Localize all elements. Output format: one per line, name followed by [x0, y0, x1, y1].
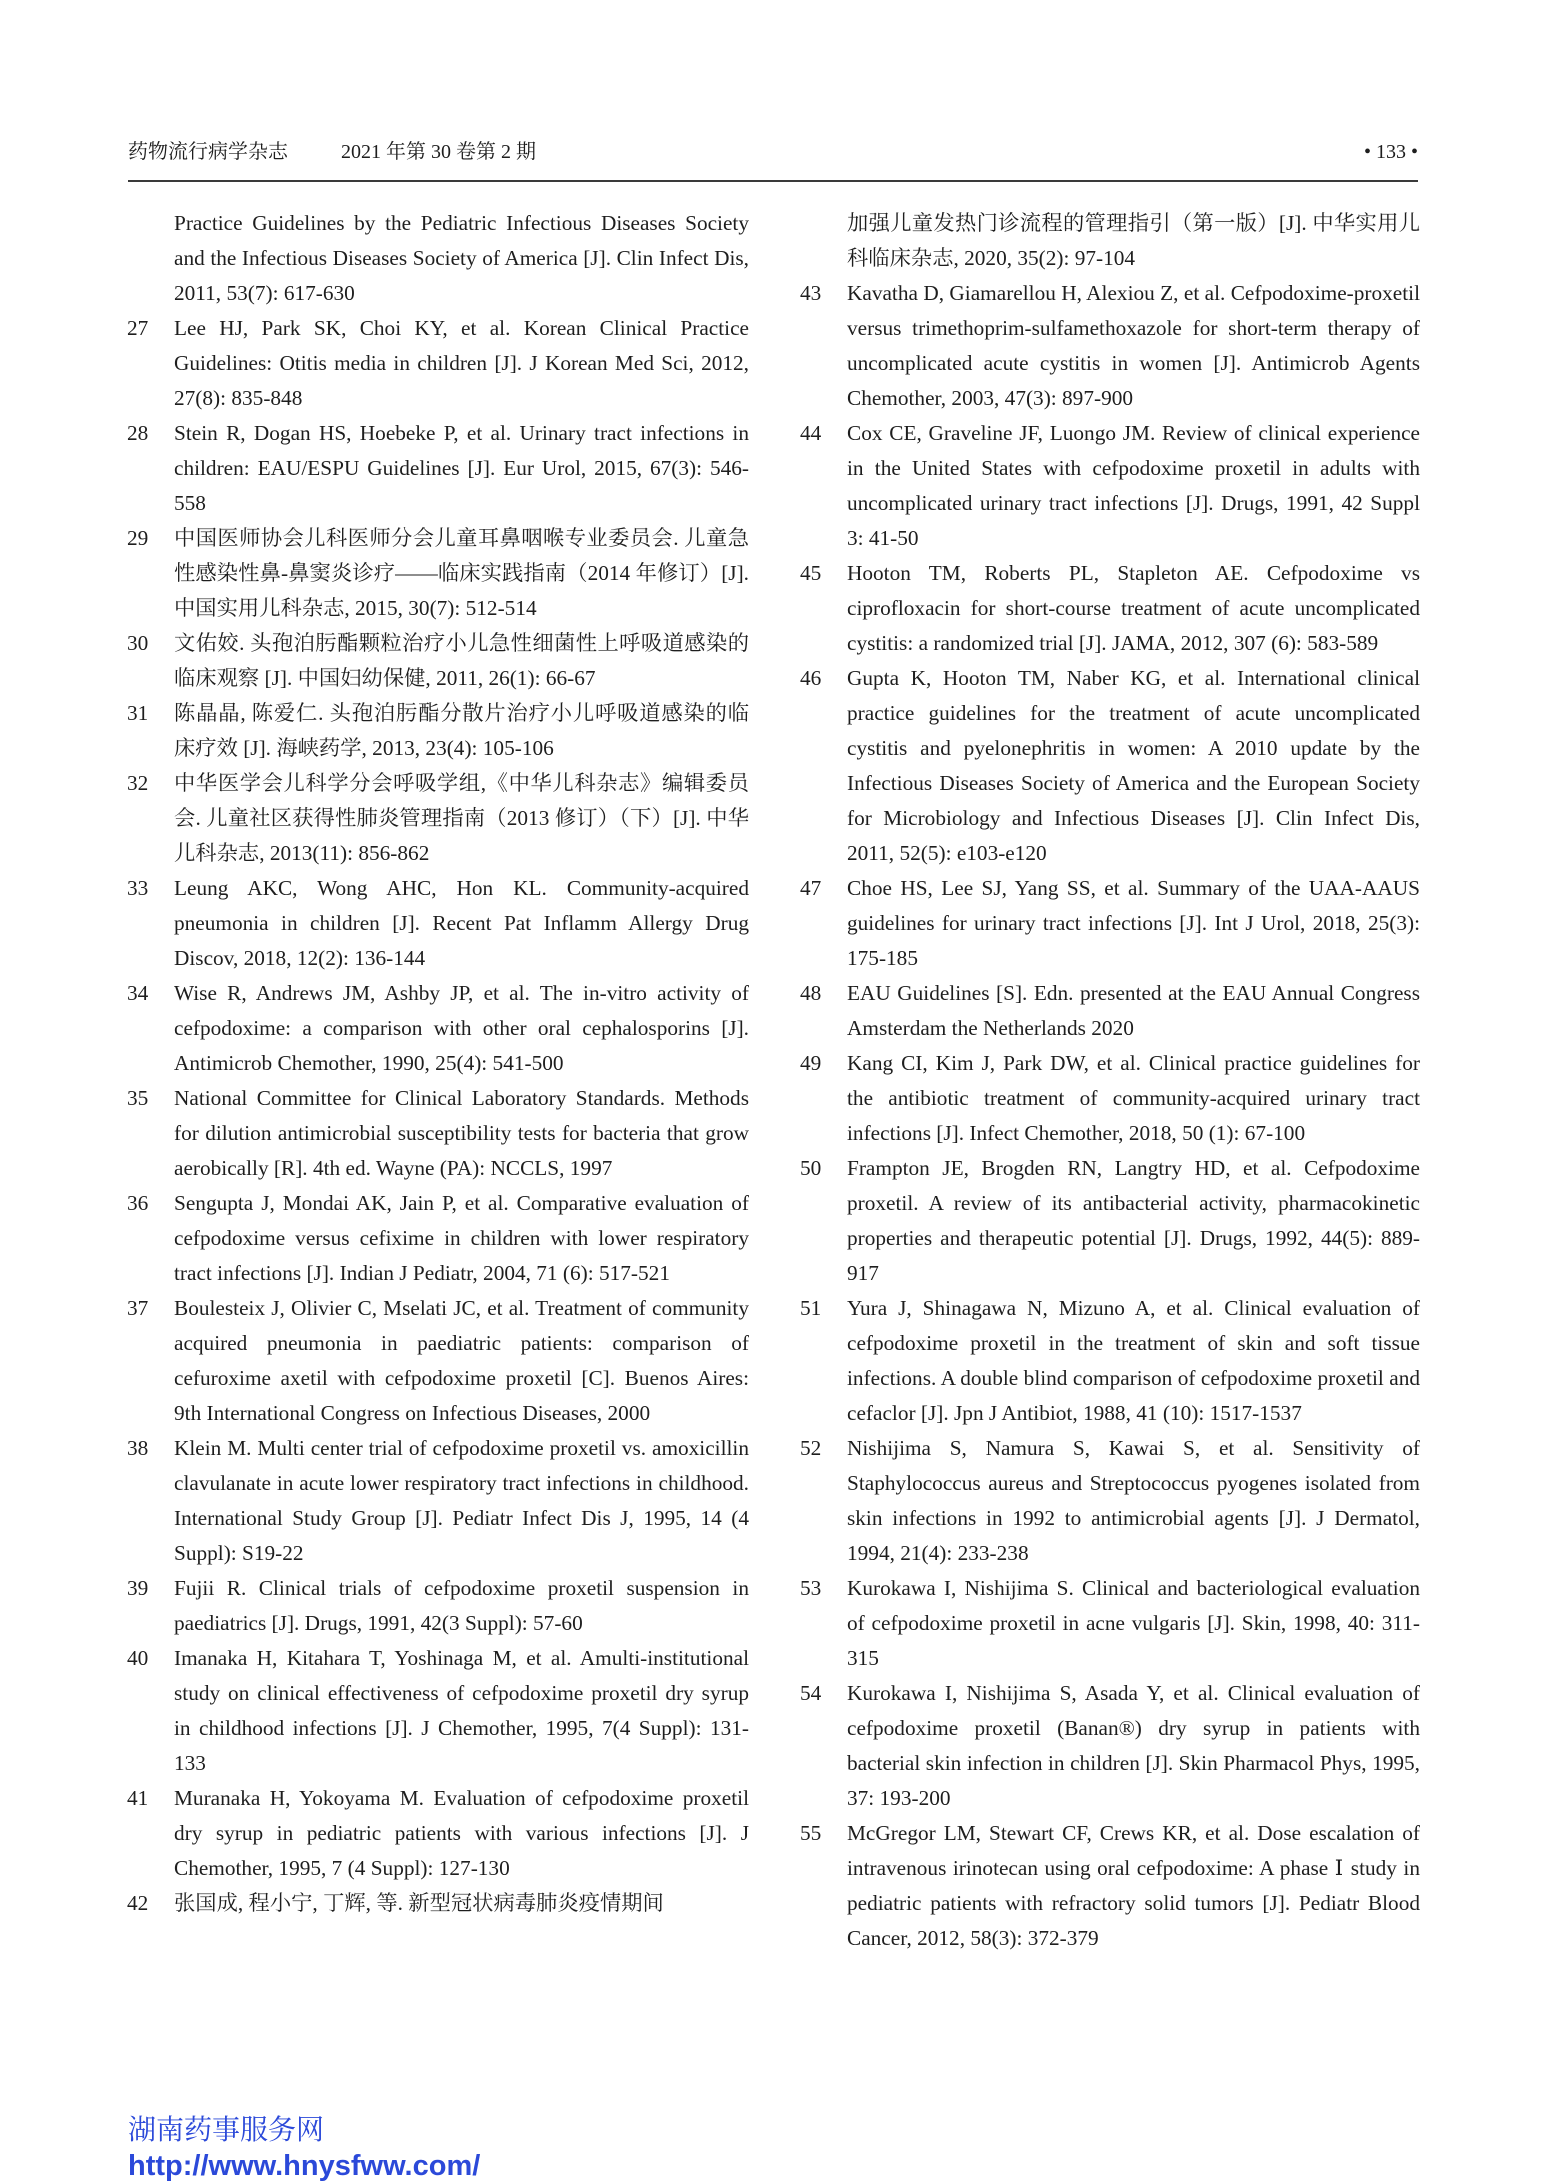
reference-number: 29 [127, 526, 149, 550]
reference-item [127, 1186, 749, 1291]
reference-number: 54 [800, 1681, 822, 1705]
reference-item [800, 871, 1420, 976]
reference-item [800, 1151, 1420, 1291]
reference-number: 46 [800, 666, 822, 690]
reference-text: 张国成, 程小宁, 丁辉, 等. 新型冠状病毒肺炎疫情期间 [174, 1891, 664, 1915]
reference-text: 中华医学会儿科学分会呼吸学组,《中华儿科杂志》编辑委员会. 儿童社区获得性肺炎管理指南（2013 修订）（下）[J]. 中华儿科杂志, 2013(11): 856-862 [174, 771, 749, 865]
references-left-column [127, 206, 749, 1921]
reference-item [127, 1781, 749, 1886]
reference-text: Muranaka H, Yokoyama M. Evaluation of cefpodoxime proxetil dry syrup in pediatric patients with various infections [J]. J Chemother, 1995, 7 (4 Suppl): 127-130 [174, 1786, 749, 1880]
reference-number: 35 [127, 1086, 149, 1110]
reference-item [127, 871, 749, 976]
reference-number: 44 [800, 421, 822, 445]
reference-item [127, 1571, 749, 1641]
reference-item [800, 1676, 1420, 1816]
reference-text: Choe HS, Lee SJ, Yang SS, et al. Summary of the UAA-AAUS guidelines for urinary tract infections [J]. Int J Urol, 2018, 25(3): 175-185 [847, 876, 1420, 970]
page-number: • 133 • [1363, 141, 1418, 163]
reference-number: 47 [800, 876, 822, 900]
reference-text: Frampton JE, Brogden RN, Langtry HD, et al. Cefpodoxime proxetil. A review of its antibacterial activity, pharmacokinetic properties and therapeutic potential [J]. Drugs, 1992, 44(5): 889-917 [847, 1156, 1420, 1285]
reference-text: 中国医师协会儿科医师分会儿童耳鼻咽喉专业委员会. 儿童急性感染性鼻-鼻窦炎诊疗——临床实践指南（2014 年修订）[J]. 中国实用儿科杂志, 2015, 30(7): 512-514 [174, 526, 749, 620]
reference-item [127, 1081, 749, 1186]
reference-number: 31 [127, 701, 149, 725]
reference-item [800, 206, 1420, 276]
reference-number: 37 [127, 1296, 149, 1320]
reference-text: Sengupta J, Mondai AK, Jain P, et al. Comparative evaluation of cefpodoxime versus cefixime in children with lower respiratory tract infections [J]. Indian J Pediatr, 2004, 71 (6): 517-521 [174, 1191, 749, 1285]
reference-item [127, 311, 749, 416]
reference-item [127, 416, 749, 521]
reference-item [800, 1291, 1420, 1431]
reference-text: Yura J, Shinagawa N, Mizuno A, et al. Clinical evaluation of cefpodoxime proxetil in the treatment of skin and soft tissue infections. A double blind comparison of cefpodoxime proxetil and cefaclor [J]. Jpn J Antibiot, 1988, 41 (10): 1517-1537 [847, 1296, 1420, 1425]
reference-text: Practice Guidelines by the Pediatric Infectious Diseases Society and the Infectious Diseases Society of America [J]. Clin Infect Dis, 2011, 53(7): 617-630 [174, 211, 749, 305]
reference-number: 34 [127, 981, 149, 1005]
reference-text: 陈晶晶, 陈爱仁. 头孢泊肟酯分散片治疗小儿呼吸道感染的临床疗效 [J]. 海峡药学, 2013, 23(4): 105-106 [174, 701, 749, 760]
reference-number: 51 [800, 1296, 822, 1320]
reference-text: 加强儿童发热门诊流程的管理指引（第一版）[J]. 中华实用儿科临床杂志, 2020, 35(2): 97-104 [847, 211, 1420, 270]
reference-text: Kurokawa I, Nishijima S, Asada Y, et al. Clinical evaluation of cefpodoxime proxetil (Banan®) dry syrup in patients with bacterial skin infection in children [J]. Skin Pharmacol Phys, 1995, 37: 193-200 [847, 1681, 1420, 1810]
reference-item [800, 976, 1420, 1046]
reference-number: 33 [127, 876, 149, 900]
references-right-column [800, 206, 1420, 1956]
reference-text: 文佑姣. 头孢泊肟酯颗粒治疗小儿急性细菌性上呼吸道感染的临床观察 [J]. 中国妇幼保健, 2011, 26(1): 66-67 [174, 631, 749, 690]
reference-number: 36 [127, 1191, 149, 1215]
reference-number: 43 [800, 281, 822, 305]
reference-number: 39 [127, 1576, 149, 1600]
reference-number: 49 [800, 1051, 822, 1075]
reference-number: 32 [127, 771, 149, 795]
reference-item [127, 1431, 749, 1571]
watermark-url-link[interactable]: http://www.hnysfww.com/ [128, 2150, 481, 2182]
reference-text: Boulesteix J, Olivier C, Mselati JC, et al. Treatment of community acquired pneumonia in paediatric patients: comparison of cefuroxime axetil with cefpodoxime proxetil [C]. Buenos Aires: 9th International Congress on Infectious Diseases, 2000 [174, 1296, 749, 1425]
reference-item [127, 1886, 749, 1921]
reference-item [800, 416, 1420, 556]
reference-text: Hooton TM, Roberts PL, Stapleton AE. Cefpodoxime vs ciprofloxacin for short-course treatment of acute uncomplicated cystitis: a randomized trial [J]. JAMA, 2012, 307 (6): 583-589 [847, 561, 1420, 655]
reference-number: 53 [800, 1576, 822, 1600]
reference-number: 41 [127, 1786, 149, 1810]
reference-item [800, 556, 1420, 661]
issue-info: 2021 年第 30 卷第 2 期 [341, 141, 536, 163]
reference-item [127, 206, 749, 311]
reference-number: 27 [127, 316, 149, 340]
reference-text: McGregor LM, Stewart CF, Crews KR, et al. Dose escalation of intravenous irinotecan using oral cefpodoxime: A phase Ⅰ study in pediatric patients with refractory solid tumors [J]. Pediatr Blood Cancer, 2012, 58(3): 372-379 [847, 1821, 1420, 1950]
reference-item [800, 1431, 1420, 1571]
reference-item [800, 1816, 1420, 1956]
reference-number: 28 [127, 421, 149, 445]
reference-text: Lee HJ, Park SK, Choi KY, et al. Korean Clinical Practice Guidelines: Otitis media in children [J]. J Korean Med Sci, 2012, 27(8): 835-848 [174, 316, 749, 410]
reference-number: 50 [800, 1156, 822, 1180]
reference-text: Fujii R. Clinical trials of cefpodoxime proxetil suspension in paediatrics [J]. Drugs, 1991, 42(3 Suppl): 57-60 [174, 1576, 749, 1635]
reference-text: Klein M. Multi center trial of cefpodoxime proxetil vs. amoxicillin clavulanate in acute lower respiratory tract infections in childhood. International Study Group [J]. Pediatr Infect Dis J, 1995, 14 (4 Suppl): S19-22 [174, 1436, 749, 1565]
reference-item [127, 626, 749, 696]
reference-item [127, 766, 749, 871]
reference-text: Imanaka H, Kitahara T, Yoshinaga M, et al. Amulti-institutional study on clinical effectiveness of cefpodoxime proxetil dry syrup in childhood infections [J]. J Chemother, 1995, 7(4 Suppl): 131-133 [174, 1646, 749, 1775]
reference-item [127, 976, 749, 1081]
reference-text: National Committee for Clinical Laboratory Standards. Methods for dilution antimicrobial susceptibility tests for bacteria that grow aerobically [R]. 4th ed. Wayne (PA): NCCLS, 1997 [174, 1086, 749, 1180]
reference-number: 30 [127, 631, 149, 655]
reference-number: 38 [127, 1436, 149, 1460]
reference-text: Kavatha D, Giamarellou H, Alexiou Z, et al. Cefpodoxime-proxetil versus trimethoprim-sulfamethoxazole for short-term therapy of uncomplicated acute cystitis in women [J]. Antimicrob Agents Chemother, 2003, 47(3): 897-900 [847, 281, 1420, 410]
header-rule [128, 180, 1418, 182]
reference-text: Kang CI, Kim J, Park DW, et al. Clinical practice guidelines for the antibiotic treatment of community-acquired urinary tract infections [J]. Infect Chemother, 2018, 50 (1): 67-100 [847, 1051, 1420, 1145]
journal-name: 药物流行病学杂志 [128, 141, 288, 163]
reference-text: Gupta K, Hooton TM, Naber KG, et al. International clinical practice guidelines for the treatment of acute uncomplicated cystitis and pyelonephritis in women: A 2010 update by the Infectious Diseases Society of America and the European Society for Microbiology and Infectious Diseases [J]. Clin Infect Dis, 2011, 52(5): e103-e120 [847, 666, 1420, 865]
reference-text: Wise R, Andrews JM, Ashby JP, et al. The in-vitro activity of cefpodoxime: a comparison with other oral cephalosporins [J]. Antimicrob Chemother, 1990, 25(4): 541-500 [174, 981, 749, 1075]
reference-item [800, 1571, 1420, 1676]
reference-number: 48 [800, 981, 822, 1005]
reference-item [800, 276, 1420, 416]
site-watermark [128, 2112, 480, 2184]
reference-text: EAU Guidelines [S]. Edn. presented at the EAU Annual Congress Amsterdam the Netherlands 2020 [847, 981, 1420, 1040]
reference-number: 42 [127, 1891, 149, 1915]
reference-text: Stein R, Dogan HS, Hoebeke P, et al. Urinary tract infections in children: EAU/ESPU Guidelines [J]. Eur Urol, 2015, 67(3): 546-558 [174, 421, 749, 515]
reference-number: 45 [800, 561, 822, 585]
reference-text: Kurokawa I, Nishijima S. Clinical and bacteriological evaluation of cefpodoxime proxetil in acne vulgaris [J]. Skin, 1998, 40: 311-315 [847, 1576, 1420, 1670]
reference-number: 52 [800, 1436, 822, 1460]
reference-number: 40 [127, 1646, 149, 1670]
reference-text: Nishijima S, Namura S, Kawai S, et al. Sensitivity of Staphylococcus aureus and Streptococcus pyogenes isolated from skin infections in 1992 to antimicrobial agents [J]. J Dermatol, 1994, 21(4): 233-238 [847, 1436, 1420, 1565]
watermark-site-name: 湖南药事服务网 [128, 2113, 325, 2146]
reference-item [127, 521, 749, 626]
reference-item [127, 1291, 749, 1431]
reference-item [800, 661, 1420, 871]
reference-text: Cox CE, Graveline JF, Luongo JM. Review of clinical experience in the United States with cefpodoxime proxetil in adults with uncomplicated urinary tract infections [J]. Drugs, 1991, 42 Suppl 3: 41-50 [847, 421, 1420, 550]
reference-item [127, 1641, 749, 1781]
reference-item [127, 696, 749, 766]
reference-item [800, 1046, 1420, 1151]
reference-text: Leung AKC, Wong AHC, Hon KL. Community-acquired pneumonia in children [J]. Recent Pat Inflamm Allergy Drug Discov, 2018, 12(2): 136-144 [174, 876, 749, 970]
reference-number: 55 [800, 1821, 822, 1845]
